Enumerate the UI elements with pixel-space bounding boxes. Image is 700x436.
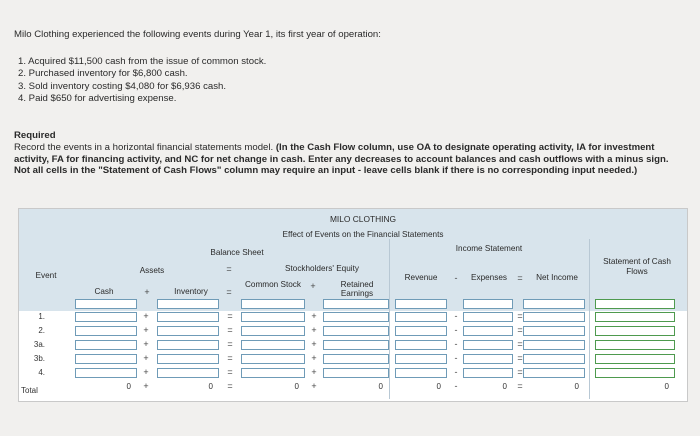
- balance-sheet-header: Balance Sheet: [210, 248, 264, 257]
- event-row-label: 3a.: [33, 340, 45, 349]
- input-cell-cash-flows[interactable]: [595, 326, 675, 336]
- net-income-col-header: Net Income: [536, 273, 578, 282]
- operator-sign: +: [311, 339, 317, 349]
- total-operator-sign: =: [517, 381, 523, 391]
- total-expenses: 0: [502, 382, 507, 391]
- input-cell-retained-earnings[interactable]: [323, 312, 389, 322]
- income-statement-header: Income Statement: [455, 244, 523, 253]
- input-cell-cash-flows[interactable]: [595, 354, 675, 364]
- total-revenue: 0: [436, 382, 441, 391]
- required-bold: (In the Cash Flow column, use OA to designate operating activity, IA for investment activity, FA for financing activity, and NC for net change in cash. Enter any decreases to account balances and cash outflows with a minus sign. Not all cells in the "Statement of Cash Flows" column may require an input - leave cells blank if there is no corresponding input needed.): [14, 142, 669, 176]
- input-cell-cash-flows[interactable]: [595, 340, 675, 350]
- total-operator-sign: =: [227, 381, 233, 391]
- operator-sign: =: [227, 353, 233, 363]
- input-cell-revenue[interactable]: [395, 312, 447, 322]
- expenses-col-header: Expenses: [471, 273, 507, 282]
- input-cell-retained-earnings[interactable]: [323, 299, 389, 309]
- operator-sign: +: [143, 367, 149, 377]
- header-equals-sign-2: =: [226, 287, 232, 297]
- operator-sign: =: [227, 367, 233, 377]
- input-cell-net-income[interactable]: [523, 299, 585, 309]
- input-cell-cash-flows[interactable]: [595, 312, 675, 322]
- header-plus-sign-assets: +: [144, 287, 150, 297]
- total-operator-sign: +: [311, 381, 317, 391]
- input-cell-common-stock[interactable]: [241, 340, 305, 350]
- input-cell-expenses[interactable]: [463, 354, 513, 364]
- input-cell-inventory[interactable]: [157, 299, 219, 309]
- input-cell-expenses[interactable]: [463, 368, 513, 378]
- input-cell-cash[interactable]: [75, 326, 137, 336]
- operator-sign: +: [143, 325, 149, 335]
- problem-intro: Milo Clothing experienced the following events during Year 1, its first year of operation:: [14, 29, 381, 40]
- required-heading: Required: [14, 130, 56, 141]
- input-cell-cash[interactable]: [75, 354, 137, 364]
- input-cell-net-income[interactable]: [523, 340, 585, 350]
- operator-sign: +: [143, 353, 149, 363]
- operator-sign: +: [311, 311, 317, 321]
- input-cell-cash[interactable]: [75, 299, 137, 309]
- total-cash: 0: [126, 382, 131, 391]
- input-cell-revenue[interactable]: [395, 340, 447, 350]
- input-cell-retained-earnings[interactable]: [323, 340, 389, 350]
- input-cell-common-stock[interactable]: [241, 299, 305, 309]
- total-retained-earnings: 0: [378, 382, 383, 391]
- event-4-text: 4. Paid $650 for advertising expense.: [18, 93, 177, 105]
- total-operator-sign: +: [143, 381, 149, 391]
- total-common-stock: 0: [294, 382, 299, 391]
- operator-sign: +: [311, 325, 317, 335]
- divider-is-cf: [589, 239, 590, 399]
- operator-sign: -: [454, 353, 458, 363]
- input-cell-cash-flows[interactable]: [595, 299, 675, 309]
- operator-sign: =: [517, 325, 523, 335]
- input-cell-net-income[interactable]: [523, 326, 585, 336]
- input-cell-inventory[interactable]: [157, 368, 219, 378]
- event-2-text: 2. Purchased inventory for $6,800 cash.: [18, 68, 188, 80]
- total-net-income: 0: [574, 382, 579, 391]
- operator-sign: +: [143, 339, 149, 349]
- event-1-text: 1. Acquired $11,500 cash from the issue of common stock.: [18, 56, 267, 67]
- inventory-col-header: Inventory: [174, 287, 208, 296]
- financial-statements-model: [18, 208, 688, 402]
- input-cell-expenses[interactable]: [463, 326, 513, 336]
- input-cell-retained-earnings[interactable]: [323, 326, 389, 336]
- input-cell-inventory[interactable]: [157, 326, 219, 336]
- required-plain: Record the events in a horizontal financial statements model.: [14, 142, 274, 153]
- model-title: MILO CLOTHING: [329, 214, 397, 224]
- operator-sign: -: [454, 367, 458, 377]
- operator-sign: -: [454, 325, 458, 335]
- input-cell-cash[interactable]: [75, 368, 137, 378]
- total-inventory: 0: [208, 382, 213, 391]
- events-list: [18, 56, 266, 106]
- operator-sign: +: [311, 367, 317, 377]
- event-row-label: 4.: [38, 368, 45, 377]
- header-equals-sign-ni: =: [517, 273, 523, 283]
- total-row-label: Total: [21, 386, 38, 395]
- input-cell-cash[interactable]: [75, 312, 137, 322]
- input-cell-common-stock[interactable]: [241, 368, 305, 378]
- event-row-label: 2.: [38, 326, 45, 335]
- required-instructions: [14, 142, 686, 177]
- operator-sign: -: [454, 339, 458, 349]
- input-cell-retained-earnings[interactable]: [323, 354, 389, 364]
- input-cell-cash-flows[interactable]: [595, 368, 675, 378]
- event-col-header: Event: [35, 271, 57, 280]
- event-3-text: 3. Sold inventory costing $4,080 for $6,936 cash.: [18, 80, 226, 92]
- operator-sign: =: [227, 325, 233, 335]
- input-cell-revenue[interactable]: [395, 354, 447, 364]
- input-cell-common-stock[interactable]: [241, 312, 305, 322]
- header-equals-sign: =: [226, 264, 232, 274]
- assets-header: Assets: [139, 266, 165, 275]
- total-cash-flows: 0: [664, 382, 669, 391]
- input-cell-expenses[interactable]: [463, 340, 513, 350]
- header-minus-sign: -: [454, 273, 458, 283]
- input-cell-expenses[interactable]: [463, 299, 513, 309]
- input-cell-revenue[interactable]: [395, 299, 447, 309]
- input-cell-cash[interactable]: [75, 340, 137, 350]
- retained-earnings-col-header: Retained Earnings: [340, 280, 374, 298]
- operator-sign: -: [454, 311, 458, 321]
- event-row-label: 3b.: [33, 354, 45, 363]
- input-cell-expenses[interactable]: [463, 312, 513, 322]
- equity-header: Stockholders' Equity: [285, 264, 359, 273]
- operator-sign: +: [311, 353, 317, 363]
- input-cell-revenue[interactable]: [395, 326, 447, 336]
- operator-sign: =: [517, 311, 523, 321]
- input-cell-common-stock[interactable]: [241, 326, 305, 336]
- input-cell-inventory[interactable]: [157, 340, 219, 350]
- input-cell-inventory[interactable]: [157, 354, 219, 364]
- input-cell-inventory[interactable]: [157, 312, 219, 322]
- divider-bs-is: [389, 239, 390, 399]
- input-cell-net-income[interactable]: [523, 312, 585, 322]
- common-stock-col-header: Common Stock: [245, 280, 301, 289]
- cash-flows-col-header: Statement of Cash Flows: [603, 257, 671, 276]
- input-cell-retained-earnings[interactable]: [323, 368, 389, 378]
- input-cell-revenue[interactable]: [395, 368, 447, 378]
- operator-sign: +: [143, 311, 149, 321]
- model-subtitle: Effect of Events on the Financial Statements: [282, 230, 444, 239]
- input-cell-common-stock[interactable]: [241, 354, 305, 364]
- revenue-col-header: Revenue: [404, 273, 438, 282]
- cash-col-header: Cash: [94, 287, 114, 296]
- operator-sign: =: [517, 339, 523, 349]
- operator-sign: =: [517, 367, 523, 377]
- total-operator-sign: -: [454, 381, 458, 391]
- operator-sign: =: [227, 339, 233, 349]
- input-cell-net-income[interactable]: [523, 354, 585, 364]
- header-plus-sign-equity: +: [310, 281, 316, 291]
- operator-sign: =: [227, 311, 233, 321]
- operator-sign: =: [517, 353, 523, 363]
- input-cell-net-income[interactable]: [523, 368, 585, 378]
- event-row-label: 1.: [38, 312, 45, 321]
